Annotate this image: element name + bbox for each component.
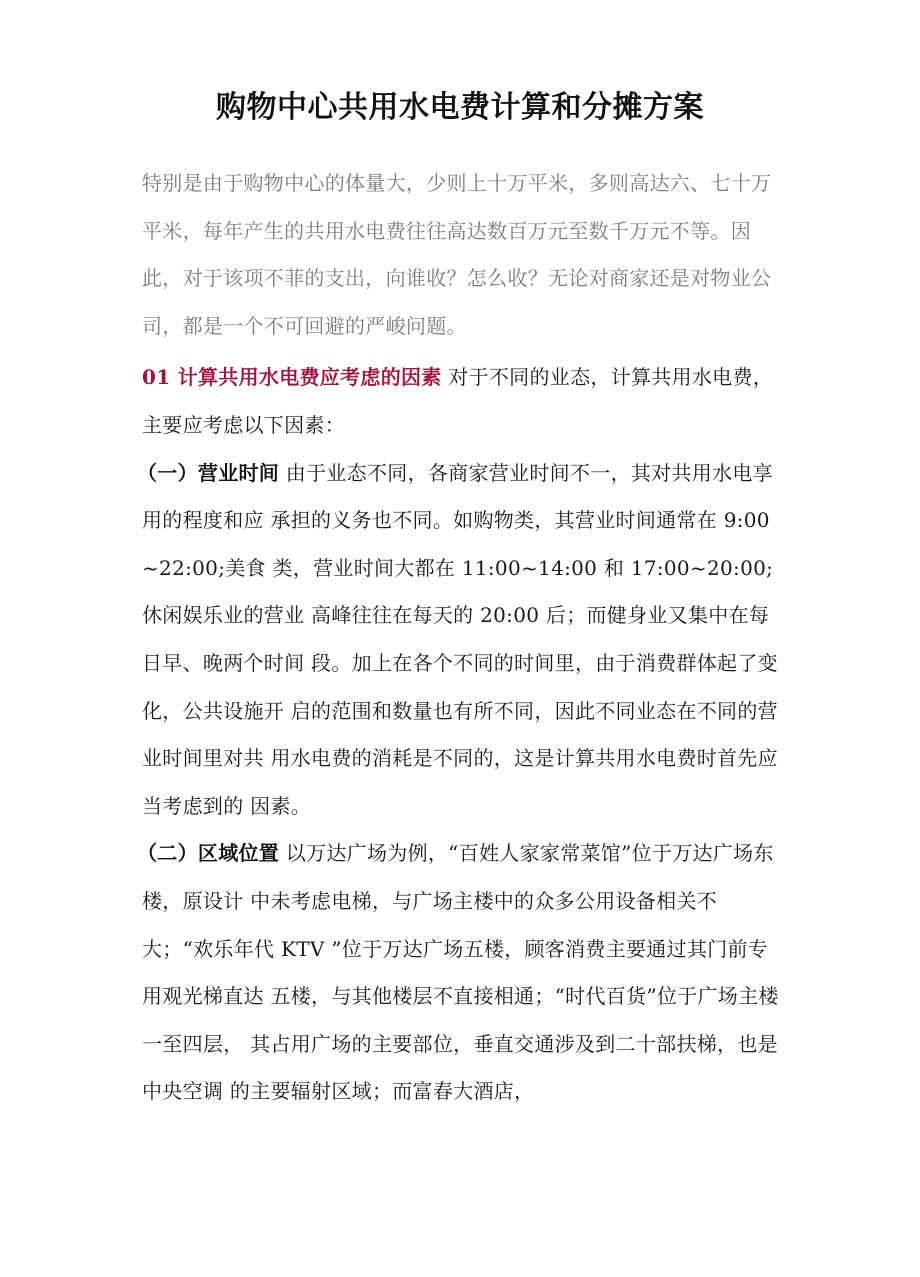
section-01-text: 对于不同的业态，计算共用水电费，主要应考虑以下因素：	[142, 365, 774, 437]
subsection-1-paragraph	[137, 450, 782, 831]
subsection-1-text: 由于业态不同，各商家营业时间不一，其对共用水电享用的程度和应 承担的义务也不同。如购物类，其营业时间通常在 9:00~22:00;美食 类，营业时间大都在 11:00~14:00 和 17:00~20:00;休闲娱乐业的营业 高峰往往在每天的 20:00 后；而健身业又集中在每日早、晚两个时间 段。加上在各个不同的时间里，由于消费群体起了变化，公共设施开 启的范围和数量也有所不同，因此不同业态在不同的营业时间里对共 用水电费的消耗是不同的，这是计算共用水电费时首先应当考虑到的 因素。	[142, 460, 778, 818]
document-body	[137, 160, 782, 1116]
subsection-2-paragraph	[137, 830, 782, 1116]
subsection-2-heading: （二）区域位置	[137, 841, 280, 866]
subsection-2-text: 以万达广场为例，“百姓人家家常菜馆”位于万达广场东楼，原设计 中未考虑电梯，与广场主楼中的众多公用设备相关不大；“欢乐年代 KTV ”位于万达广场五楼，顾客消费主要通过其门前专用观光梯直达 五楼，与其他楼层不直接相通；“时代百货”位于广场主楼一至四层， 其占用广场的主要部位，垂直交通涉及到二十部扶梯，也是中央空调 的主要辐射区域；而富春大酒店，	[142, 841, 779, 1104]
intro-paragraph: 特别是由于购物中心的体量大，少则上十万平米，多则高达六、七十万平米，每年产生的共用水电费往往高达数百万元至数千万元不等。因此，对于该项不菲的支出，向谁收？怎么收？无论对商家还是对物业公司，都是一个不可回避的严峻问题。	[142, 171, 772, 338]
document-title: 购物中心共用水电费计算和分摊方案	[216, 90, 704, 125]
section-01-paragraph	[142, 354, 782, 449]
section-01-heading: 01 计算共用水电费应考虑的因素	[142, 365, 442, 390]
subsection-1-heading: （一）营业时间	[137, 460, 280, 485]
